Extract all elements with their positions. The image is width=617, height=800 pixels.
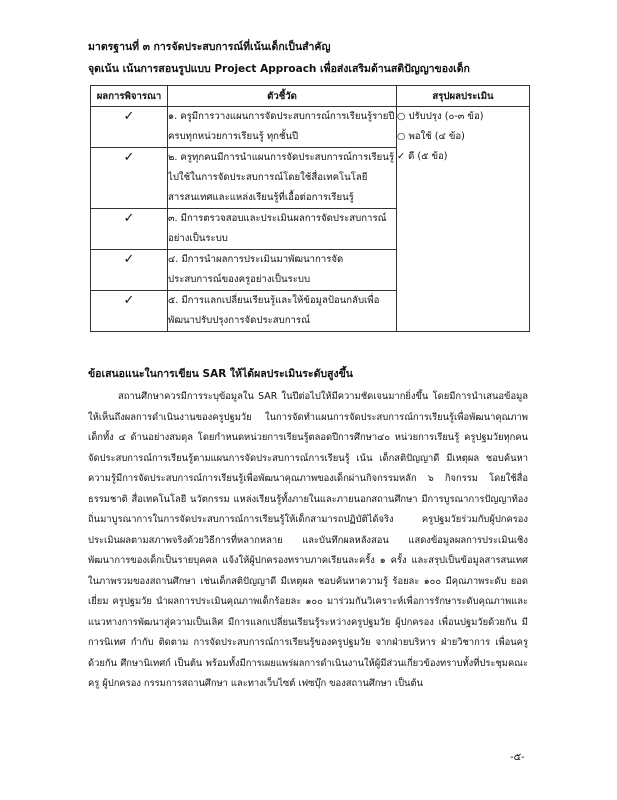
header-summary: สรุปผลประเมิน (397, 86, 530, 107)
recommendation-body: สถานศึกษาควรมีการระบุข้อมูลใน SAR ในปีต่อไปให้มีความชัดเจนมากยิ่งขึ้น โดยมีการนำเสนอข้อมูลให้เห็นถึงผลการดำเนินงานของครูปฐมวัย ในการจัดทำแผนการจัดประสบการณ์การเรียนรู้เพื่อพัฒนาคุณภาพเด็กทั้ง ๔ ด้านอย่างสมดุล โดยกำหนดหน่วยการเรียนรู้ตลอดปีการศึกษา๔๐ หน่วยการเรียนรู้ ครูปฐมวัยทุกคนจัดประสบการณ์การเรียนรู้ตามแผนการจัดประสบการณ์การเรียนรู้ เน้น เด็กสติปัญญาดี มีเหตุผล ชอบค้นหาความรู้มีการจัดประสบการณ์การเรียนรู้เพื่อพัฒนาคุณภาพของเด็กผ่านกิจกรรมหลัก ๖ กิจกรรม โดยใช้สื่อธรรมชาติ สื่อเทคโนโลยี นวัตกรรม แหล่งเรียนรู้ทั้งภายในและภายนอกสถานศึกษา มีการบูรณาการปัญญาท้องถิ่นมาบูรณาการในการจัดประสบการณ์การเรียนรู้ให้เด็กสามารถปฏิบัติได้จริง ครูปฐมวัยร่วมกับผู้ปกครองประเมินผลตามสภาพจริงด้วยวิธีการที่หลากหลาย และบันทึกผลหลังสอน แสดงข้อมูลผลการประเมินเชิงพัฒนาการของเด็กเป็นรายบุคคล แจ้งให้ผู้ปกครองทราบภาคเรียนละครั้ง ๑ ครั้ง และสรุปเป็นข้อมูลสารสนเทศในภาพรวมของสถานศึกษา เช่นเด็กสติปัญญาดี มีเหตุผล ชอบค้นหาความรู้ ร้อยละ ๑๐๐ มีคุณภาพระดับ ยอดเยี่ยม ครูปฐมวัย นำผลการประเมินคุณภาพเด็กร้อยละ ๑๐๐ มาร่วมกันวิเคราะห์เพื่อการรักษาระดับคุณภาพและแนวทางการพัฒนาสู่ความเป็นเลิศ มีการแลกเปลี่ยนเรียนรู้ระหว่างครูปฐมวัย ผู้ปกครอง เพื่อนปฐมวัยด้วยกัน มีการนิเทศ กำกับ ติดตาม การจัดประสบการณ์การเรียนรู้ของครูปฐมวัย จากฝ่ายบริหาร ฝ่ายวิชาการ เพื่อนครูด้วยกัน ศึกษานิเทศก์ เป็นต้น พร้อมทั้งมีการเผยแพร่ผลการดำเนินงานให้ผู้มีส่วนเกี่ยวข้องทราบทั้งที่ประชุมคณะครู ผู้ปกครอง กรรมการสถานศึกษา และทางเว็บไซต์ เฟซบุ๊ก ของสถานศึกษา เป็นต้น (88, 391, 528, 689)
check-mark: ✓ (91, 250, 168, 291)
summary-label: ปรับปรุง (๐-๓ ข้อ) (408, 111, 484, 122)
recommendation-title: ข้อเสนอแนะในการเขียน SAR ให้ได้ผลประเมินระดับสูงขึ้น (88, 368, 353, 380)
summary-option-fair (397, 127, 529, 147)
indicator-text: ๓. มีการตรวจสอบและประเมินผลการจัดประสบการณ์อย่างเป็นระบบ (168, 209, 397, 250)
focus-heading: จุดเน้น เน้นการสอนรูปแบบ Project Approach เพื่อส่งเสริมด้านสติปัญญาของเด็ก (88, 63, 470, 75)
standard-heading: มาตรฐานที่ ๓ การจัดประสบการณ์ที่เน้นเด็กเป็นสำคัญ (88, 41, 331, 53)
circle-icon: ○ (397, 131, 406, 142)
indicator-text: ๑. ครูมีการวางแผนการจัดประสบการณ์การเรียนรู้รายปีครบทุกหน่วยการเรียนรู้ ทุกชั้นปี (168, 107, 397, 148)
header-result: ผลการพิจารณา (91, 86, 168, 107)
summary-option-good (397, 147, 529, 167)
check-mark: ✓ (91, 291, 168, 332)
check-mark: ✓ (91, 107, 168, 148)
summary-label: ดี (๕ ข้อ) (408, 151, 448, 162)
indicator-text: ๒. ครูทุกคนมีการนำแผนการจัดประสบการณ์การเรียนรู้ไปใช้ในการจัดประสบการณ์โดยใช้สื่อเทคโนโลยีสารสนเทศและแหล่งเรียนรู้ที่เอื้อต่อการเรียนรู้ (168, 148, 397, 209)
header-indicator: ตัวชี้วัด (168, 86, 397, 107)
summary-label: พอใช้ (๔ ข้อ) (408, 131, 465, 142)
summary-option-improve (397, 107, 529, 127)
indicator-text: ๕. มีการแลกเปลี่ยนเรียนรู้และให้ข้อมูลป้อนกลับเพื่อพัฒนาปรับปรุงการจัดประสบการณ์ (168, 291, 397, 332)
indicator-text: ๔. มีการนำผลการประเมินมาพัฒนาการจัดประสบการณ์ของครูอย่างเป็นระบบ (168, 250, 397, 291)
check-icon: ✓ (397, 151, 406, 162)
summary-cell (397, 107, 530, 332)
page-number: -๕- (510, 752, 525, 763)
criteria-table (90, 85, 530, 332)
check-mark: ✓ (91, 148, 168, 209)
table-header-row (91, 86, 530, 107)
table-row (91, 107, 530, 148)
circle-icon: ○ (397, 111, 406, 122)
check-mark: ✓ (91, 209, 168, 250)
